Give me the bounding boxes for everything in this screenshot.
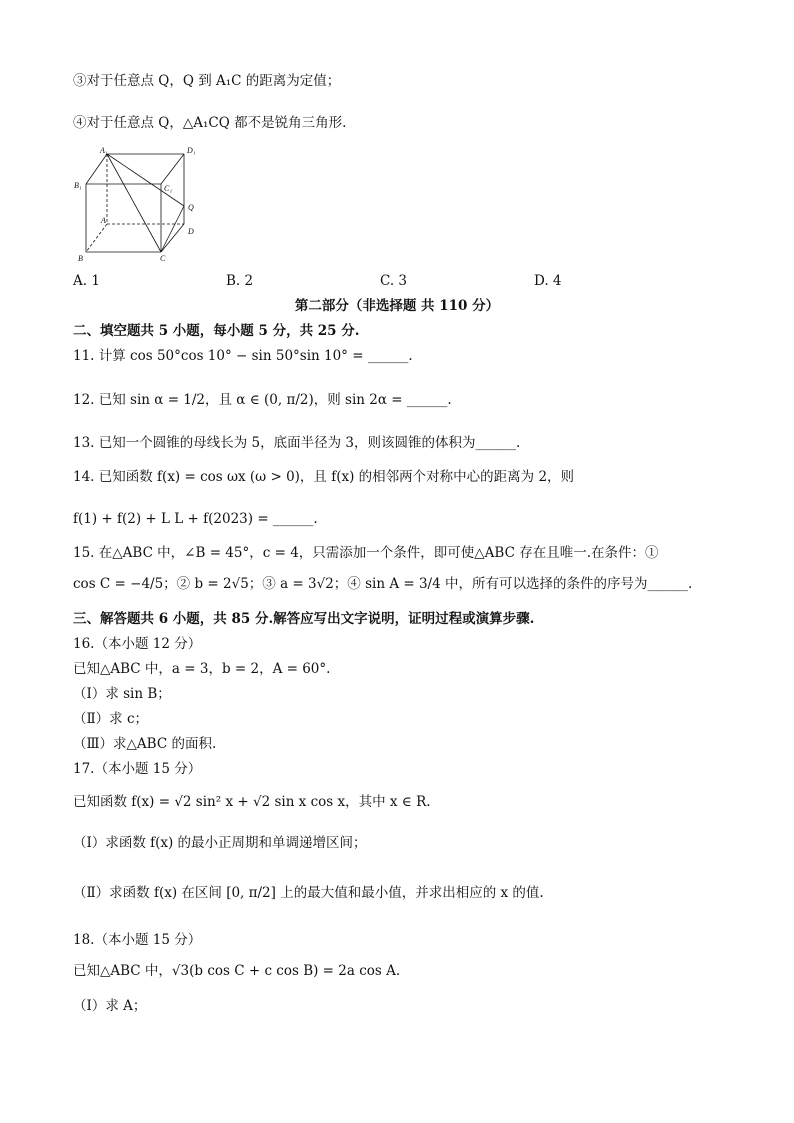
question-16-part-2: （Ⅱ）求 c；	[73, 711, 149, 727]
section-two-heading: 二、填空题共 5 小题，每小题 5 分，共 25 分.	[73, 323, 360, 339]
option-c: C. 3	[380, 273, 408, 289]
question-18-part-1: （Ⅰ）求 A；	[73, 998, 147, 1014]
section-three-heading: 三、解答题共 6 小题，共 85 分.解答应写出文字说明，证明过程或演算步骤.	[73, 611, 535, 627]
question-17-stem: 已知函数 f(x) = √2 sin² x + √2 sin x cos x，其中 x ∈ R.	[73, 794, 431, 810]
question-16-stem: 已知△ABC 中，a = 3，b = 2，A = 60°.	[73, 661, 331, 677]
question-17-part-1: （Ⅰ）求函数 f(x) 的最小正周期和单调递增区间；	[73, 835, 367, 851]
question-14-expression: f(1) + f(2) + L L + f(2023) = ______.	[73, 511, 318, 527]
question-16-header: 16.（本小题 12 分）	[73, 636, 202, 652]
label-a: A	[101, 216, 106, 225]
statement-3: ③对于任意点 Q，Q 到 A₁C 的距离为定值；	[73, 73, 341, 89]
label-c: C	[160, 254, 166, 263]
question-12: 12. 已知 sin α = 1/2，且 α ∈ (0, π/2)，则 sin 2α = ______.	[73, 392, 452, 408]
question-15: 15. 在△ABC 中，∠B = 45°，c = 4，只需添加一个条件，即可使△ABC 存在且唯一.在条件：①	[73, 545, 659, 561]
question-16-part-1: （Ⅰ）求 sin B；	[73, 686, 171, 702]
label-q: Q	[188, 203, 194, 212]
label-d1: D₁	[187, 146, 196, 155]
label-c1: C₁	[164, 184, 173, 193]
question-15-conditions: cos C = −4/5；② b = 2√5；③ a = 3√2；④ sin A = 3/4 中，所有可以选择的条件的序号为______.	[73, 576, 693, 592]
question-17-header: 17.（本小题 15 分）	[73, 761, 202, 777]
statement-4: ④对于任意点 Q，△A₁CQ 都不是锐角三角形.	[73, 115, 347, 131]
part-two-heading: 第二部分（非选择题 共 110 分）	[294, 298, 500, 314]
option-b: B. 2	[226, 273, 254, 289]
question-16-part-3: （Ⅲ）求△ABC 的面积.	[73, 736, 217, 752]
question-18-header: 18.（本小题 15 分）	[73, 932, 202, 948]
question-18-stem: 已知△ABC 中，√3(b cos C + c cos B) = 2a cos A.	[73, 963, 401, 979]
question-17-part-2: （Ⅱ）求函数 f(x) 在区间 [0, π/2] 上的最大值和最小值，并求出相应的 x 的值.	[73, 885, 544, 901]
label-b1: B₁	[74, 181, 82, 190]
question-13: 13. 已知一个圆锥的母线长为 5，底面半径为 3，则该圆锥的体积为______.	[73, 435, 521, 451]
label-d: D	[188, 227, 194, 236]
option-a: A. 1	[73, 273, 100, 289]
label-a1: A₁	[100, 146, 108, 155]
label-b: B	[78, 254, 83, 263]
option-d: D. 4	[534, 273, 562, 289]
cube-figure	[70, 144, 210, 264]
question-11: 11. 计算 cos 50°cos 10° − sin 50°sin 10° = ______.	[73, 348, 413, 364]
question-14: 14. 已知函数 f(x) = cos ωx (ω > 0)，且 f(x) 的相邻两个对称中心的距离为 2，则	[73, 469, 575, 485]
